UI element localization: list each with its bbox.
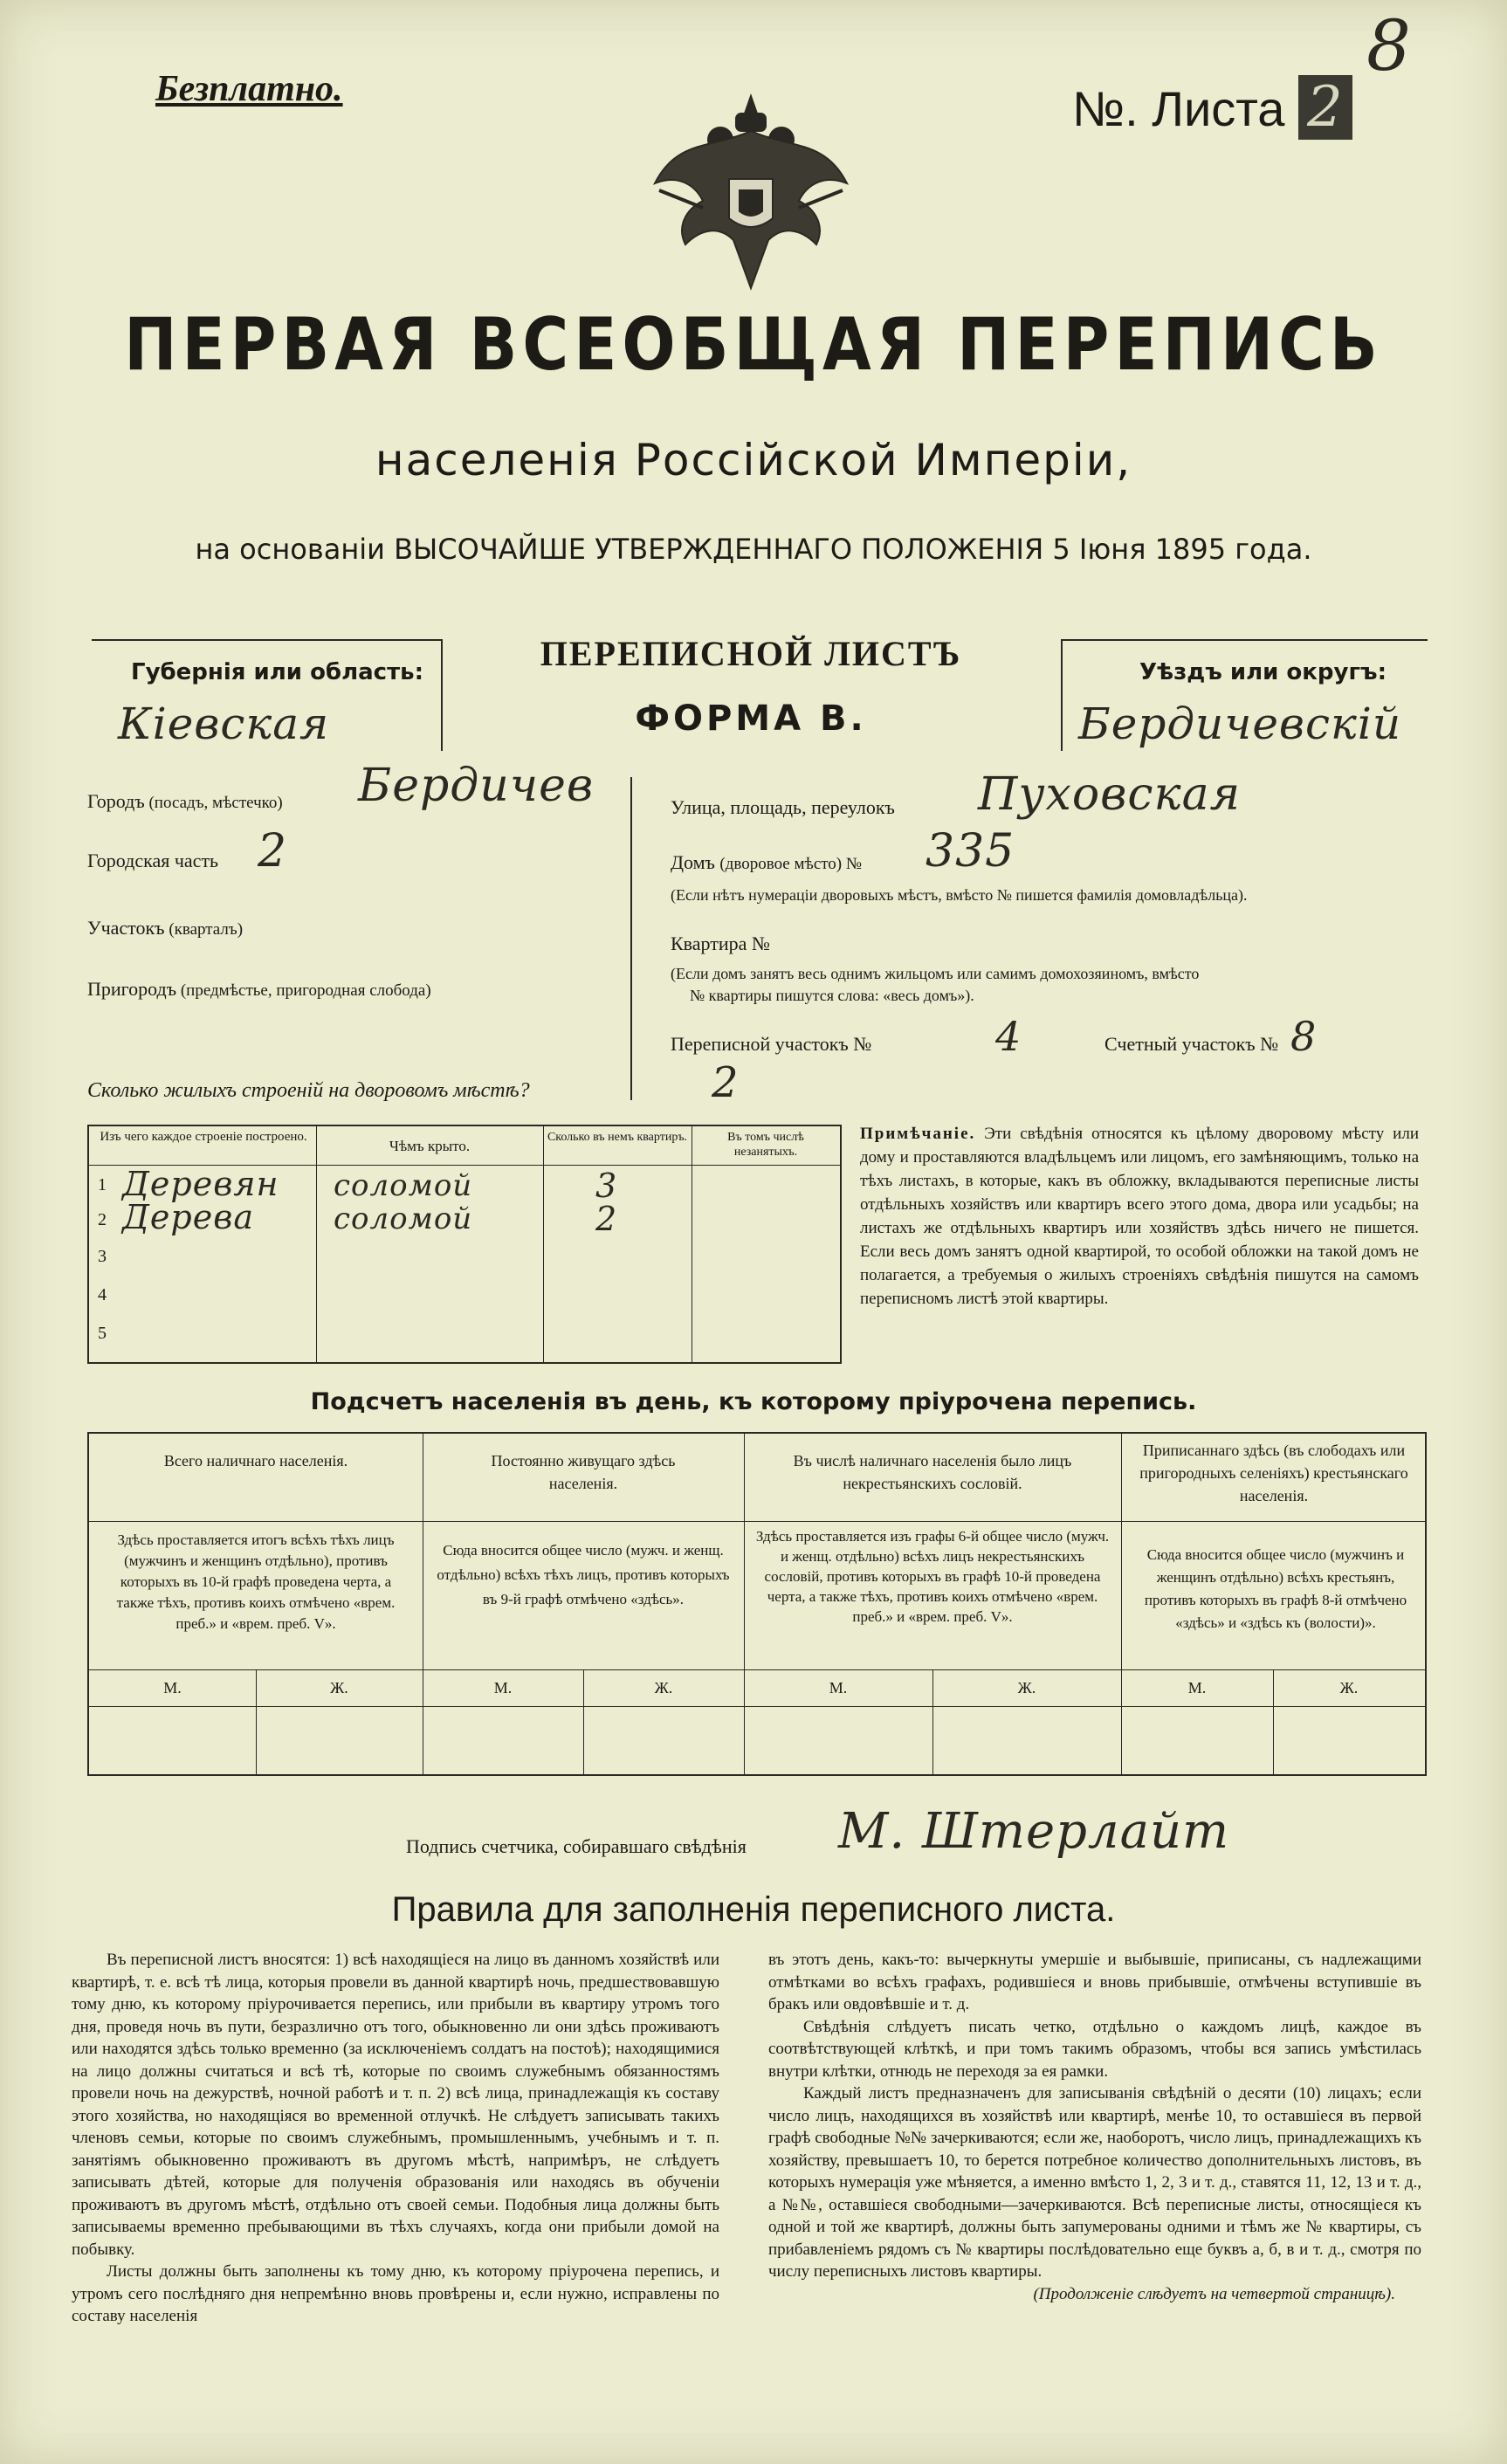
suburb-row xyxy=(87,978,431,1001)
row-number: 5 xyxy=(98,1324,107,1343)
buildings-answer: 2 xyxy=(712,1058,740,1107)
building-roof: соломой xyxy=(334,1168,473,1203)
population-col-4-title: Приписаннаго здѣсь (въ слободахъ или пригородныхъ селеніяхъ) крестьянскаго населенія. xyxy=(1139,1442,1408,1504)
coat-of-arms-emblem xyxy=(642,79,860,297)
population-col-3-desc: Здѣсь проставляется изъ графы 6-й общее число (мужч. и женщ. отдѣльно) всѣхъ лицъ некрестьянскихъ сословій, противъ которыхъ въ графѣ 10-й проведена черта, а также тѣхъ, противъ коихъ отмѣчено «врем. преб.» и «врем. преб. V». xyxy=(755,1528,1110,1625)
form-label: ФОРМА В. xyxy=(635,699,867,739)
building-material: Деревян xyxy=(122,1165,279,1203)
rules-right-paragraph-1: въ этотъ день, какъ-то: вычеркнуты умершіе и выбывшіе, приписаны, съ надлежащими отмѣтками во всѣхъ графахъ, родившіеся и вновь прибывшіе, отмѣчены вступившіе въ бракъ или овдовѣвшіе и т. д. xyxy=(768,1951,1421,2013)
census-area-label: Переписной участокъ № xyxy=(671,1033,872,1055)
corner-mark: 8 xyxy=(1366,5,1412,86)
rules-title: Правила для заполненія переписного листа. xyxy=(391,1890,1116,1929)
sheet-number-label: №. Листа xyxy=(1072,81,1285,136)
house-row xyxy=(671,851,862,874)
rules-right-paragraph-3: Каждый листъ предназначенъ для записыванія свѣдѣній о десяти (10) лицахъ; если число лицъ, находящихся въ хозяйствѣ или квартирѣ, менѣе 10, то оставшіеся въ первой графѣ свободные №№ зачеркиваются; если же, наоборотъ, число лицъ, принадлежащихъ къ хозяйству, превышаетъ 10, то берется потребное количество дополнительныхъ листовъ, въ которыхъ нумерація уже мѣняется, а именно вмѣсто 1, 2, 3 и т. д., ставятся 11, 12, 13 и т. д., а №№, оставшіеся свободными—зачеркиваются. Всѣ переписные листы, относящіеся къ одной и той же квартирѣ, должны быть запумерованы одними и тѣмъ же № квартиры, съ прибавленіемъ рядомъ съ № квартиры послѣдовательно еще буквъ а, б, в и т. д., смотря по числу переписныхъ листовъ квартиры. xyxy=(768,2084,1421,2281)
city-part-label: Городская часть xyxy=(87,850,219,871)
building-apartments: 2 xyxy=(595,1200,618,1238)
count-area-value: 8 xyxy=(1290,1013,1318,1060)
page-subtitle: населенія Россійской Имперіи, xyxy=(375,435,1132,485)
rules-continued: (Продолженіе слѣдуетъ на четвертой страницѣ). xyxy=(1033,2284,1395,2303)
population-col-2-desc: Сюда вносится общее число (мужч. и женщ. отдѣльно) всѣхъ тѣхъ лицъ, противъ которыхъ въ 9-й графѣ отмѣчено «здѣсь». xyxy=(437,1542,730,1607)
page-basis: на основаніи ВЫСОЧАЙШЕ УТВЕРЖДЕННАГО ПОЛОЖЕНІЯ 5 Іюня 1895 года. xyxy=(195,533,1312,566)
rules-right-paragraph-2: Свѣдѣнія слѣдуетъ писать четко, отдѣльно о каждомъ лицѣ, каждое въ соотвѣтствующей клѣткѣ, и при томъ такимъ образомъ, чтобы вся запись умѣстилась внутри клѣтки, отнюдь не переходя за ея рамки. xyxy=(768,2017,1421,2081)
province-value: Кіевская xyxy=(118,699,330,749)
count-area-label: Счетный участокъ № xyxy=(1104,1033,1279,1055)
apartment-label: Квартира № xyxy=(671,933,770,954)
col-3-female-header: Ж. xyxy=(1017,1679,1036,1697)
population-col-3-title: Въ числѣ наличнаго населенія было лицъ некрестьянскихъ сословій. xyxy=(793,1452,1072,1492)
buildings-table xyxy=(87,1125,842,1364)
rules-right-column xyxy=(768,1949,1421,2305)
apartment-note-1: (Если домъ занятъ весь однимъ жильцомъ или самимъ домохозяиномъ, вмѣсто xyxy=(671,965,1200,982)
row-number: 2 xyxy=(98,1210,107,1229)
building-material: Дерева xyxy=(122,1198,254,1236)
precinct-label: Участокъ xyxy=(87,917,165,939)
street-label: Улица, площадь, переулокъ xyxy=(671,796,895,818)
building-apartments: 3 xyxy=(595,1167,618,1205)
city-hint: (посадъ, мѣстечко) xyxy=(148,794,283,812)
row-number: 4 xyxy=(98,1285,107,1304)
buildings-col-material: Изъ чего каждое строеніе построено. xyxy=(100,1130,307,1144)
buildings-note xyxy=(860,1122,1419,1311)
district-value: Бердичевскій xyxy=(1078,699,1402,749)
building-row-3 xyxy=(89,1242,840,1280)
free-label-text: Безплатно. xyxy=(155,69,343,109)
precinct-row xyxy=(87,917,243,939)
buildings-col-roof: Чѣмъ крыто. xyxy=(389,1138,471,1154)
population-col-2-title: Постоянно живущаго здѣсь населенія. xyxy=(491,1452,676,1492)
rules-left-paragraph-2: Листы должны быть заполнены къ тому дню, къ которому пріурочена перепись, и утромъ сего послѣдняго дня непремѣнно вновь провѣрены и, если нужно, исправлены по составу населенія xyxy=(72,2262,719,2325)
buildings-question: Сколько жилыхъ строеній на дворовомъ мѣстѣ? xyxy=(87,1079,530,1102)
building-row-5 xyxy=(89,1318,840,1357)
col-4-female-header: Ж. xyxy=(1339,1679,1359,1697)
house-note: (Если нѣтъ нумераціи дворовыхъ мѣстъ, вмѣсто № пишется фамилія домовладѣльца). xyxy=(671,886,1248,904)
col-1-female-header: Ж. xyxy=(330,1679,348,1697)
signature-label: Подпись счетчика, собиравшаго свѣдѣнія xyxy=(406,1835,747,1857)
buildings-col-vacant: Въ томъ числѣ незанятыхъ. xyxy=(727,1131,804,1159)
province-box-top xyxy=(92,639,441,641)
house-value: 335 xyxy=(926,825,1015,878)
suburb-hint: (предмѣстье, пригородная слобода) xyxy=(180,981,431,1000)
sheet-title: ПЕРЕПИСНОЙ ЛИСТЪ xyxy=(540,634,962,673)
note-lead: Примѣчаніе. xyxy=(860,1125,976,1143)
rules-left-column xyxy=(72,1949,719,2328)
building-row-2 xyxy=(89,1198,840,1245)
building-row-4 xyxy=(89,1280,840,1318)
col-2-male-header: М. xyxy=(493,1679,513,1697)
district-box-left xyxy=(1061,639,1063,751)
census-area-value: 4 xyxy=(995,1013,1022,1060)
suburb-label: Пригородъ xyxy=(87,978,177,1000)
signature-value: М. Штерлайт xyxy=(838,1803,1230,1860)
building-roof: соломой xyxy=(334,1201,473,1236)
row-number: 1 xyxy=(98,1175,107,1194)
house-hint: (дворовое мѣсто) № xyxy=(719,855,863,873)
population-col-1-title: Всего наличнаго населенія. xyxy=(163,1452,348,1469)
address-divider xyxy=(630,777,632,1100)
city-row xyxy=(87,790,283,813)
col-3-male-header: М. xyxy=(829,1679,848,1697)
note-text: Эти свѣдѣнія относятся къ цѣлому дворовому мѣсту или дому и проставляются владѣльцемъ или лицомъ, его замѣняющимъ, только на тѣхъ листахъ, в которые, какъ въ обложку, вкладываются переписные листы отдѣльныхъ хозяйствъ или квартиръ всего этого дома, двора или усадьбы; на листахъ же отдѣльныхъ квартиръ или хозяйствъ здѣсь ничего не пишется. Если весь домъ занятъ одной квартирой, то особой обложки на такой домъ не полагается, а требуемыя о жилыхъ строеніяхъ свѣдѣнія пишутся на самомъ переписномъ листѣ этой квартиры. xyxy=(860,1125,1419,1308)
col-1-male-header: М. xyxy=(163,1679,182,1697)
sheet-number-value: 2 xyxy=(1298,75,1352,140)
buildings-col-apartments: Сколько въ немъ квартиръ. xyxy=(547,1131,688,1144)
sheet-number xyxy=(1072,75,1352,140)
population-col-1-desc: Здѣсь проставляется итогъ всѣхъ тѣхъ лицъ (мужчинъ и женщинъ отдѣльно), противъ которыхъ въ 10-й графѣ проведена черта, а также тѣхъ, противъ коихъ отмѣчено «врем. преб.» и «врем. преб. V». xyxy=(116,1531,396,1632)
city-label: Городъ xyxy=(87,790,145,812)
district-box-top xyxy=(1061,639,1428,641)
province-box-right xyxy=(441,639,443,751)
district-label: Уѣздъ или округъ: xyxy=(1139,659,1387,685)
city-value: Бердичев xyxy=(358,760,595,812)
population-heading: Подсчетъ населенія въ день, къ которому пріурочена перепись. xyxy=(310,1388,1197,1415)
col-4-male-header: М. xyxy=(1187,1679,1207,1697)
rules-left-paragraph-1: Въ переписной листъ вносятся: 1) всѣ находящіеся на лицо въ данномъ хозяйствѣ или квартирѣ, т. е. всѣ тѣ лица, которыя провели въ данной квартирѣ ночь, предшествовавшую тому дню, къ которому пріурочивается перепись, или прибыли въ квартиру утромъ того дня, проведя ночь въ пути, безразлично отъ того, обыкновенно ли они здѣсь проживаютъ или находятся здѣсь только временно (за исключеніемъ солдатъ на постоѣ); находящимися на лицо должны считаться и всѣ тѣ, которые по своимъ служебнымъ обязанностямъ провели ночь на дежурствѣ, ночной работѣ и т. п. 2) всѣ лица, принадлежащія къ составу этого хозяйства, но находящіяся во временной отлучкѣ. Не слѣдуетъ записывать такихъ членовъ семьи, которые по своимъ служебнымъ, промышленнымъ, учебнымъ и т. п. занятіямъ обыкновенно проживаютъ въ другомъ мѣстѣ, напримѣръ, не слѣдуетъ записывать дѣтей, которые для полученія образованія или находясь въ обученіи проживаютъ въ другомъ мѣстѣ, отдѣльно отъ своей семьи. Подобныя лица должны быть записываемы временно пребывающими въ тѣхъ случаяхъ, когда они прибыли домой на побывку. xyxy=(72,1951,719,2259)
page-title: ПЕРВАЯ ВСЕОБЩАЯ ПЕРЕПИСЬ xyxy=(124,301,1383,387)
city-part-value: 2 xyxy=(258,825,288,878)
precinct-hint: (кварталъ) xyxy=(169,920,244,939)
house-label: Домъ xyxy=(671,851,715,873)
population-table xyxy=(87,1432,1427,1776)
province-label: Губернія или область: xyxy=(131,659,423,685)
street-value: Пуховская xyxy=(978,768,1242,821)
apartment-note-2: № квартиры пишутся слова: «весь домъ»). xyxy=(690,987,974,1004)
col-2-female-header: Ж. xyxy=(654,1679,673,1697)
row-number: 3 xyxy=(98,1247,107,1266)
free-label xyxy=(155,68,343,110)
population-col-4-desc: Сюда вносится общее число (мужчинъ и женщинъ отдѣльно) всѣхъ крестьянъ, противъ которыхъ въ графѣ 8-й отмѣчено «здѣсь» и «здѣсь къ (волости)». xyxy=(1144,1546,1407,1631)
